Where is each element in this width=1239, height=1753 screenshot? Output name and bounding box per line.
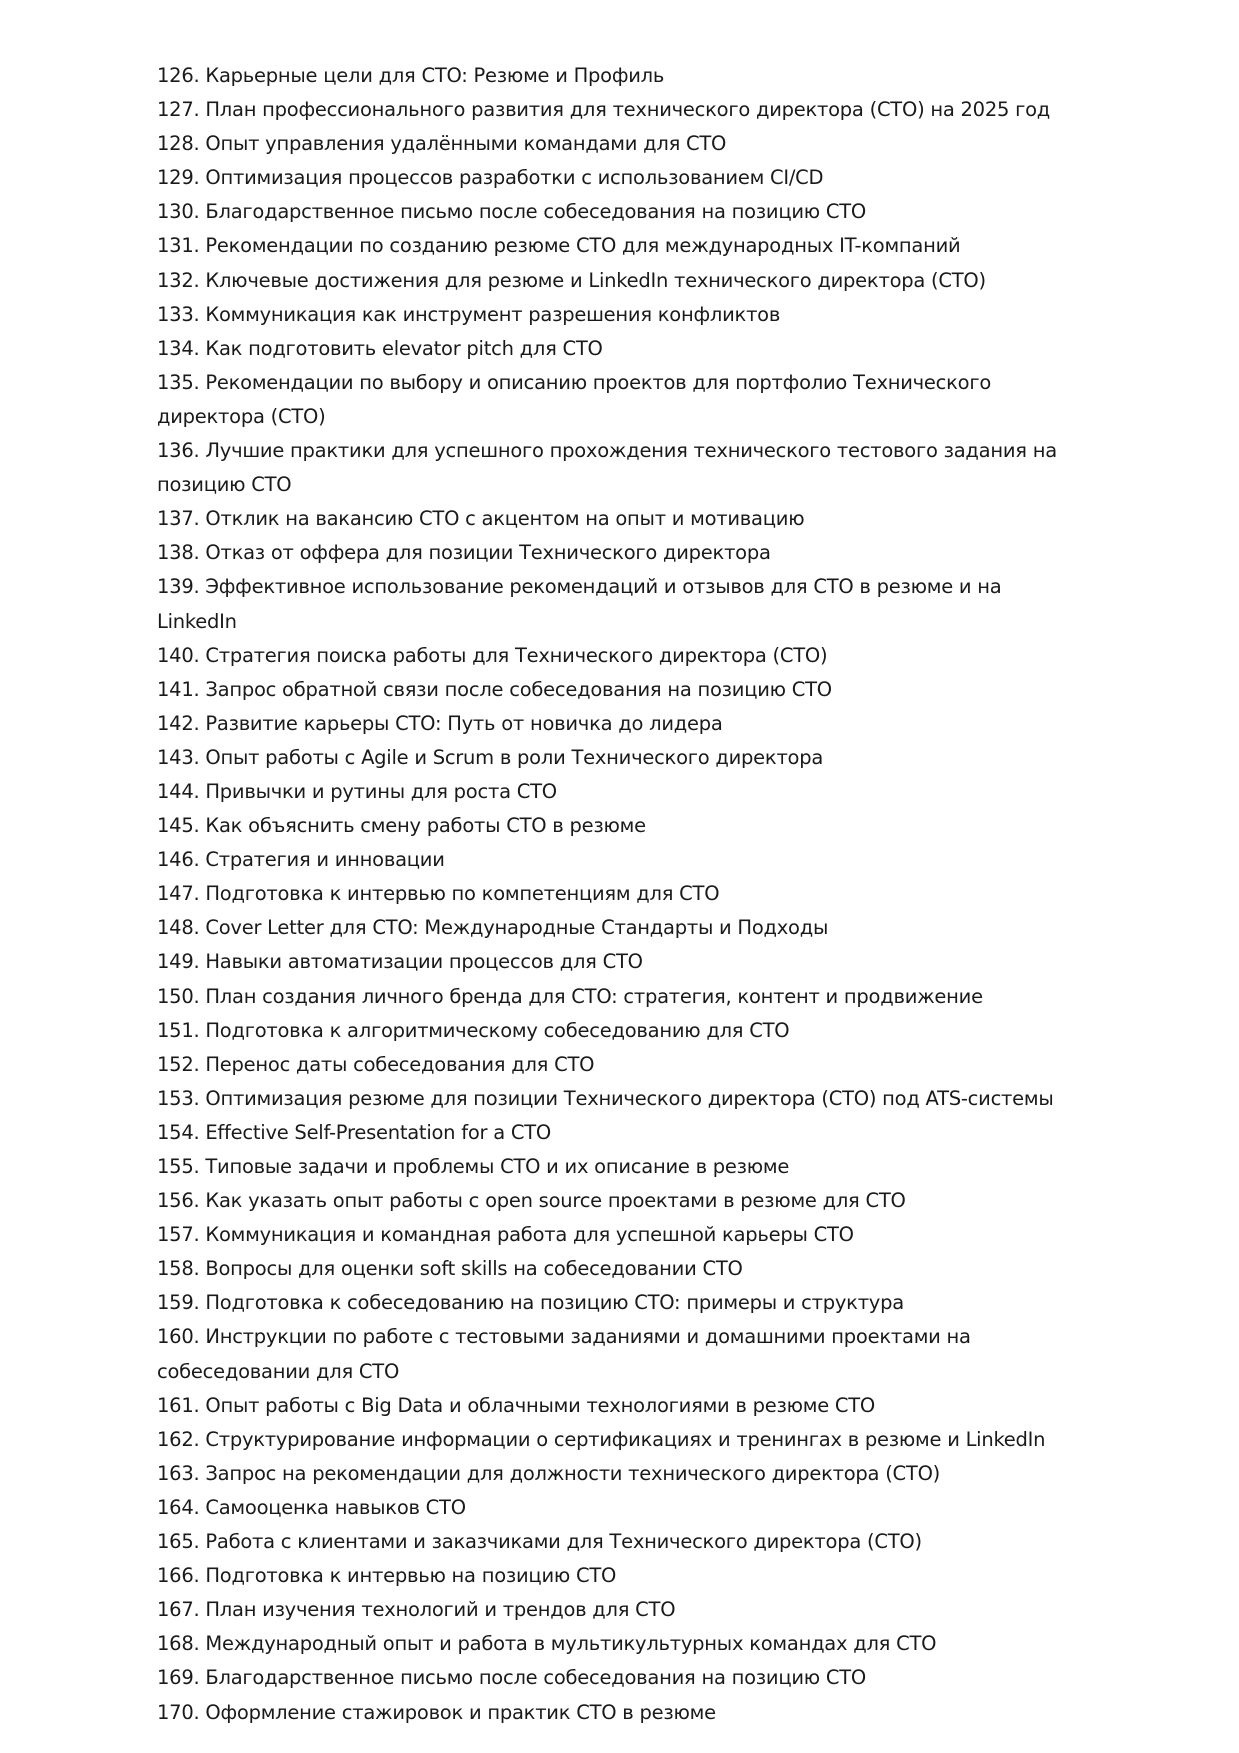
list-item: 138. Отказ от оффера для позиции Технического директора bbox=[157, 541, 771, 565]
list-item: 145. Как объяснить смену работы CTO в резюме bbox=[157, 814, 646, 838]
list-item: 142. Развитие карьеры CTO: Путь от новичка до лидера bbox=[157, 711, 723, 735]
topic-list bbox=[157, 59, 1087, 1730]
list-item: 167. План изучения технологий и трендов для CTO bbox=[157, 1598, 676, 1622]
list-item: 163. Запрос на рекомендации для должности технического директора (CTO) bbox=[157, 1461, 941, 1485]
list-item: 164. Самооценка навыков CTO bbox=[157, 1495, 466, 1519]
list-item: 156. Как указать опыт работы с open source проектами в резюме для CTO bbox=[157, 1189, 906, 1213]
list-item: 168. Международный опыт и работа в мультикультурных командах для CTO bbox=[157, 1632, 937, 1656]
list-item: 127. План профессионального развития для технического директора (CTO) на 2025 год bbox=[157, 98, 1051, 122]
list-item: 154. Effective Self-Presentation for a CTO bbox=[157, 1120, 552, 1144]
list-item: 149. Навыки автоматизации процессов для CTO bbox=[157, 950, 643, 974]
list-item: 139. Эффективное использование рекомендаций и отзывов для CTO в резюме и на LinkedIn bbox=[157, 575, 1002, 633]
list-item: 162. Структурирование информации о сертификациях и тренингах в резюме и LinkedIn bbox=[157, 1427, 1046, 1451]
list-item: 155. Типовые задачи и проблемы CTO и их описание в резюме bbox=[157, 1155, 790, 1178]
list-item: 159. Подготовка к собеседованию на позицию CTO: примеры и структура bbox=[157, 1291, 904, 1315]
list-item: 169. Благодарственное письмо после собеседования на позицию CTO bbox=[157, 1666, 867, 1690]
list-item: 130. Благодарственное письмо после собеседования на позицию CTO bbox=[157, 200, 867, 224]
list-item: 146. Стратегия и инновации bbox=[157, 848, 445, 872]
list-item: 128. Опыт управления удалёнными командами для CTO bbox=[157, 132, 727, 156]
list-item: 131. Рекомендации по созданию резюме CTO для международных IT-компаний bbox=[157, 234, 961, 258]
list-item: 160. Инструкции по работе с тестовыми заданиями и домашними проектами на собеседовании для CTO bbox=[157, 1325, 971, 1383]
list-item: 129. Оптимизация процессов разработки с использованием CI/CD bbox=[157, 166, 824, 190]
list-item: 140. Стратегия поиска работы для Технического директора (CTO) bbox=[157, 643, 828, 667]
list-item: 161. Опыт работы с Big Data и облачными технологиями в резюме CTO bbox=[157, 1393, 876, 1417]
list-item: 143. Опыт работы с Agile и Scrum в роли Технического директора bbox=[157, 745, 824, 769]
list-item: 157. Коммуникация и командная работа для успешной карьеры CTO bbox=[157, 1223, 854, 1247]
list-item: 126. Карьерные цели для CTO: Резюме и Профиль bbox=[157, 64, 665, 87]
list-item: 166. Подготовка к интервью на позицию CTO bbox=[157, 1564, 617, 1588]
list-item: 133. Коммуникация как инструмент разрешения конфликтов bbox=[157, 302, 781, 326]
list-item: 132. Ключевые достижения для резюме и LinkedIn технического директора (CTO) bbox=[157, 268, 986, 292]
list-item: 153. Оптимизация резюме для позиции Технического директора (CTO) под ATS-системы bbox=[157, 1086, 1054, 1110]
list-item: 137. Отклик на вакансию CTO с акцентом на опыт и мотивацию bbox=[157, 507, 805, 531]
list-item: 170. Оформление стажировок и практик CTO в резюме bbox=[157, 1700, 716, 1724]
list-item: 148. Cover Letter для CTO: Международные Стандарты и Подходы bbox=[157, 916, 829, 940]
list-item: 152. Перенос даты собеседования для CTO bbox=[157, 1052, 595, 1076]
list-item: 134. Как подготовить elevator pitch для CTO bbox=[157, 336, 603, 360]
list-item: 144. Привычки и рутины для роста CTO bbox=[157, 779, 557, 803]
list-item: 165. Работа с клиентами и заказчиками для Технического директора (CTO) bbox=[157, 1530, 922, 1554]
list-item: 136. Лучшие практики для успешного прохождения технического тестового задания на позицию CTO bbox=[157, 439, 1057, 497]
list-item: 135. Рекомендации по выбору и описанию проектов для портфолио Технического директора (CTO) bbox=[157, 370, 992, 428]
list-item: 141. Запрос обратной связи после собеседования на позицию CTO bbox=[157, 677, 832, 701]
list-item: 150. План создания личного бренда для CTO: стратегия, контент и продвижение bbox=[157, 984, 983, 1008]
list-item: 147. Подготовка к интервью по компетенциям для CTO bbox=[157, 882, 720, 906]
list-item: 151. Подготовка к алгоритмическому собеседованию для CTO bbox=[157, 1018, 790, 1042]
list-item: 158. Вопросы для оценки soft skills на собеседовании CTO bbox=[157, 1257, 743, 1281]
